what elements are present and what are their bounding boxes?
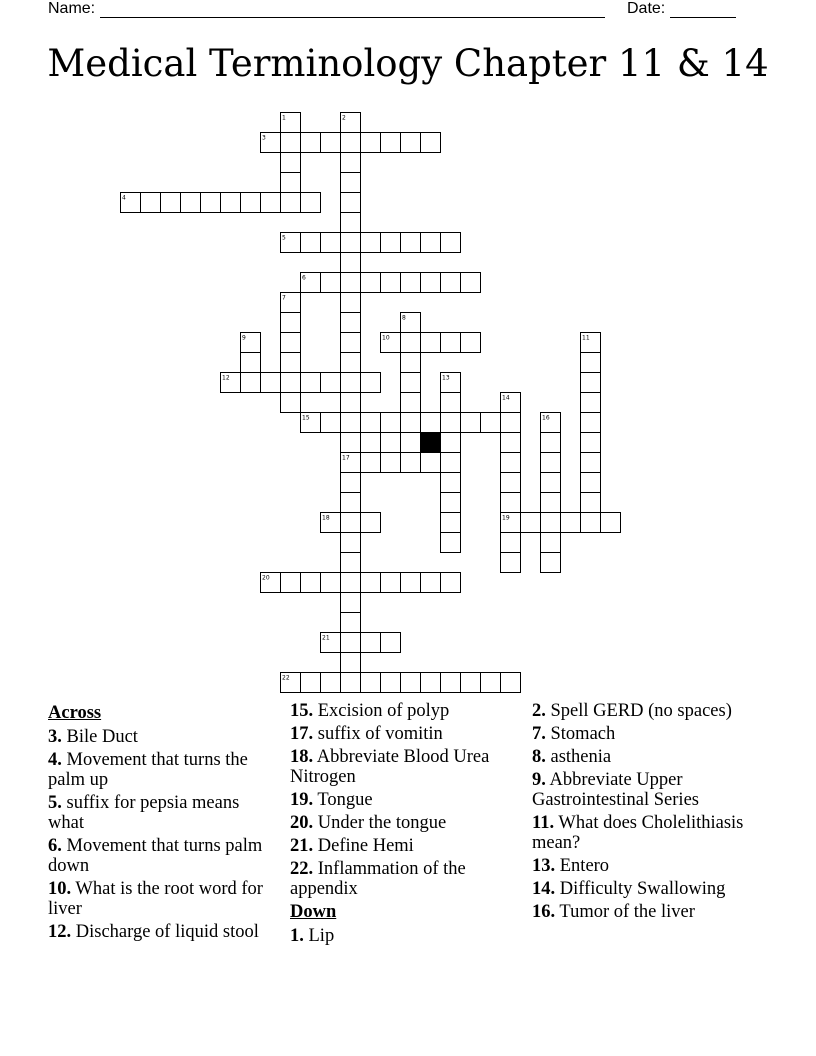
clue-number: 7. bbox=[532, 724, 546, 744]
crossword-cell[interactable] bbox=[421, 233, 441, 253]
clue-item bbox=[290, 813, 520, 833]
clue-number: 15. bbox=[290, 701, 314, 721]
crossword-cell[interactable] bbox=[321, 273, 341, 293]
crossword-cell[interactable] bbox=[301, 413, 321, 433]
crossword-cell[interactable] bbox=[421, 573, 441, 593]
clue-text: Tumor of the liver bbox=[555, 902, 695, 922]
crossword-cell[interactable] bbox=[341, 473, 361, 493]
crossword-cell[interactable] bbox=[341, 453, 361, 473]
crossword-cell[interactable] bbox=[361, 513, 381, 533]
crossword-cell[interactable] bbox=[581, 413, 601, 433]
clue-number-20: 20 bbox=[262, 574, 270, 582]
clue-number-9: 9 bbox=[242, 334, 246, 342]
clue-number: 12. bbox=[48, 922, 72, 942]
crossword-cell[interactable] bbox=[581, 433, 601, 453]
crossword-cell[interactable] bbox=[341, 573, 361, 593]
clue-item bbox=[290, 859, 520, 899]
crossword-cell[interactable] bbox=[361, 413, 381, 433]
crossword-cell[interactable] bbox=[441, 513, 461, 533]
crossword-cell[interactable] bbox=[341, 213, 361, 233]
down-clue-list bbox=[290, 926, 520, 946]
clue-number: 5. bbox=[48, 793, 62, 813]
crossword-cell[interactable] bbox=[341, 633, 361, 653]
crossword-cell[interactable] bbox=[261, 193, 281, 213]
crossword-cell[interactable] bbox=[361, 673, 381, 693]
crossword-cell[interactable] bbox=[381, 453, 401, 473]
crossword-cell[interactable] bbox=[501, 553, 521, 573]
crossword-cell[interactable] bbox=[401, 433, 421, 453]
crossword-cell[interactable] bbox=[401, 333, 421, 353]
crossword-cell[interactable] bbox=[321, 513, 341, 533]
crossword-cell[interactable] bbox=[401, 233, 421, 253]
crossword-cell[interactable] bbox=[341, 613, 361, 633]
crossword-cell[interactable] bbox=[301, 273, 321, 293]
crossword-cell[interactable] bbox=[581, 333, 601, 353]
crossword-cell[interactable] bbox=[321, 373, 341, 393]
crossword-cell[interactable] bbox=[541, 473, 561, 493]
crossword-cell[interactable] bbox=[161, 193, 181, 213]
clue-text: Difficulty Swallowing bbox=[555, 879, 726, 899]
crossword-cell[interactable] bbox=[341, 433, 361, 453]
clue-number: 2. bbox=[532, 701, 546, 721]
clue-number: 16. bbox=[532, 902, 556, 922]
crossword-cell[interactable] bbox=[541, 533, 561, 553]
clue-number: 13. bbox=[532, 856, 556, 876]
crossword-cell[interactable] bbox=[261, 573, 281, 593]
crossword-cell[interactable] bbox=[501, 473, 521, 493]
clue-number: 20. bbox=[290, 813, 314, 833]
crossword-cell[interactable] bbox=[361, 453, 381, 473]
clue-number: 21. bbox=[290, 836, 314, 856]
crossword-cell[interactable] bbox=[401, 393, 421, 413]
clue-text: Entero bbox=[555, 856, 610, 876]
clue-text: Lip bbox=[303, 926, 335, 946]
clue-item bbox=[532, 724, 772, 744]
clue-text: What is the root word for liver bbox=[48, 879, 263, 919]
clue-number-3: 3 bbox=[262, 134, 266, 142]
crossword-cell[interactable] bbox=[301, 573, 321, 593]
crossword-cell[interactable] bbox=[441, 413, 461, 433]
crossword-cell[interactable] bbox=[441, 473, 461, 493]
crossword-cell[interactable] bbox=[141, 193, 161, 213]
clue-text: suffix for pepsia means what bbox=[48, 793, 240, 833]
crossword-cell[interactable] bbox=[261, 133, 281, 153]
crossword-cell[interactable] bbox=[501, 493, 521, 513]
crossword-cell[interactable] bbox=[441, 453, 461, 473]
clue-number: 8. bbox=[532, 747, 546, 767]
crossword-cell[interactable] bbox=[281, 313, 301, 333]
name-line[interactable] bbox=[100, 2, 605, 18]
crossword-cell[interactable] bbox=[301, 373, 321, 393]
crossword-cell[interactable] bbox=[221, 373, 241, 393]
crossword-cell[interactable] bbox=[341, 553, 361, 573]
crossword-cell[interactable] bbox=[381, 133, 401, 153]
clue-item bbox=[48, 836, 278, 876]
crossword-cell[interactable] bbox=[341, 513, 361, 533]
crossword-cell[interactable] bbox=[341, 333, 361, 353]
crossword-cell[interactable] bbox=[321, 673, 341, 693]
clue-text: Discharge of liquid stool bbox=[71, 922, 259, 942]
clue-number-11: 11 bbox=[582, 334, 590, 342]
crossword-cell[interactable] bbox=[361, 573, 381, 593]
crossword-cell[interactable] bbox=[361, 433, 381, 453]
crossword-cell[interactable] bbox=[421, 273, 441, 293]
crossword-cell[interactable] bbox=[421, 453, 441, 473]
crossword-cell[interactable] bbox=[341, 313, 361, 333]
crossword-cell[interactable] bbox=[321, 233, 341, 253]
crossword-cell[interactable] bbox=[421, 673, 441, 693]
crossword-cell[interactable] bbox=[501, 533, 521, 553]
clue-number-1: 1 bbox=[282, 114, 286, 122]
crossword-cell[interactable] bbox=[561, 513, 581, 533]
clue-number-16: 16 bbox=[542, 414, 550, 422]
crossword-cell[interactable] bbox=[341, 353, 361, 373]
crossword-cell[interactable] bbox=[241, 333, 261, 353]
crossword-cell[interactable] bbox=[581, 373, 601, 393]
crossword-cell[interactable] bbox=[441, 433, 461, 453]
clue-item bbox=[290, 790, 520, 810]
crossword-cell[interactable] bbox=[321, 413, 341, 433]
crossword-cell[interactable] bbox=[541, 493, 561, 513]
clue-number-14: 14 bbox=[502, 394, 510, 402]
name-field[interactable] bbox=[48, 0, 605, 18]
crossword-cell[interactable] bbox=[341, 113, 361, 133]
clue-item bbox=[532, 879, 772, 899]
crossword-cell[interactable] bbox=[361, 633, 381, 653]
crossword-cell[interactable] bbox=[281, 293, 301, 313]
crossword-cell[interactable] bbox=[341, 173, 361, 193]
crossword-cell[interactable] bbox=[321, 573, 341, 593]
crossword-cell[interactable] bbox=[281, 393, 301, 413]
clue-number: 18. bbox=[290, 747, 314, 767]
clue-item bbox=[532, 747, 772, 767]
clue-item bbox=[48, 793, 278, 833]
clue-number: 10. bbox=[48, 879, 72, 899]
clue-item bbox=[532, 813, 772, 853]
clue-text: Define Hemi bbox=[313, 836, 414, 856]
clue-number-19: 19 bbox=[502, 514, 510, 522]
clue-item bbox=[290, 701, 520, 721]
date-field[interactable] bbox=[627, 0, 736, 18]
crossword-cell[interactable] bbox=[441, 393, 461, 413]
crossword-cell[interactable] bbox=[241, 373, 261, 393]
crossword-cell[interactable] bbox=[501, 513, 521, 533]
crossword-cell[interactable] bbox=[281, 333, 301, 353]
crossword-cell[interactable] bbox=[281, 113, 301, 133]
crossword-cell[interactable] bbox=[581, 453, 601, 473]
clue-text: suffix of vomitin bbox=[313, 724, 443, 744]
crossword-cell[interactable] bbox=[581, 513, 601, 533]
across-clue-list bbox=[48, 727, 278, 942]
clue-text: Under the tongue bbox=[313, 813, 447, 833]
clue-item bbox=[532, 856, 772, 876]
crossword-cell[interactable] bbox=[381, 673, 401, 693]
crossword-cell[interactable] bbox=[441, 373, 461, 393]
down-clue-list-continued bbox=[532, 701, 772, 922]
crossword-cell[interactable] bbox=[481, 413, 501, 433]
crossword-cell[interactable] bbox=[221, 193, 241, 213]
crossword-cell[interactable] bbox=[281, 353, 301, 373]
crossword-cell[interactable] bbox=[441, 573, 461, 593]
clue-item bbox=[290, 747, 520, 787]
crossword-cell[interactable] bbox=[381, 573, 401, 593]
clue-item bbox=[290, 926, 520, 946]
crossword-cell[interactable] bbox=[341, 233, 361, 253]
crossword-cell[interactable] bbox=[441, 233, 461, 253]
clue-item bbox=[48, 922, 278, 942]
crossword-cell[interactable] bbox=[341, 593, 361, 613]
clue-number-10: 10 bbox=[382, 334, 390, 342]
crossword-cell[interactable] bbox=[361, 373, 381, 393]
clue-text: Inflammation of the appendix bbox=[290, 859, 466, 899]
clues-column-2 bbox=[290, 701, 520, 949]
clue-text: Stomach bbox=[545, 724, 616, 744]
clue-number: 4. bbox=[48, 750, 62, 770]
clue-number-21: 21 bbox=[322, 634, 330, 642]
clues-column-3 bbox=[532, 701, 772, 925]
clue-number-15: 15 bbox=[302, 414, 310, 422]
crossword-cell[interactable] bbox=[241, 193, 261, 213]
clue-number: 14. bbox=[532, 879, 556, 899]
crossword-cell[interactable] bbox=[301, 193, 321, 213]
clue-text: Movement that turns palm down bbox=[48, 836, 263, 876]
crossword-cell[interactable] bbox=[281, 573, 301, 593]
clue-item bbox=[532, 770, 772, 810]
crossword-cell[interactable] bbox=[461, 333, 481, 353]
crossword-cell[interactable] bbox=[381, 233, 401, 253]
crossword-cell[interactable] bbox=[461, 673, 481, 693]
clue-number-8: 8 bbox=[402, 314, 406, 322]
crossword-cell[interactable] bbox=[281, 673, 301, 693]
clue-text: Tongue bbox=[313, 790, 373, 810]
crossword-cell[interactable] bbox=[341, 393, 361, 413]
crossword-cell[interactable] bbox=[381, 633, 401, 653]
crossword-cell[interactable] bbox=[401, 673, 421, 693]
crossword-black-cell bbox=[421, 433, 441, 453]
crossword-cell[interactable] bbox=[301, 673, 321, 693]
clue-item bbox=[532, 902, 772, 922]
clue-text: Spell GERD (no spaces) bbox=[545, 701, 732, 721]
clue-text: asthenia bbox=[545, 747, 612, 767]
crossword-cell[interactable] bbox=[441, 673, 461, 693]
clue-number: 1. bbox=[290, 926, 304, 946]
crossword-cell[interactable] bbox=[401, 353, 421, 373]
crossword-cell[interactable] bbox=[341, 493, 361, 513]
crossword-cell[interactable] bbox=[381, 433, 401, 453]
crossword-cell[interactable] bbox=[541, 513, 561, 533]
clue-item bbox=[48, 879, 278, 919]
clues-column-1 bbox=[48, 701, 278, 945]
clue-number-4: 4 bbox=[122, 194, 126, 202]
crossword-cell[interactable] bbox=[361, 273, 381, 293]
crossword-cell[interactable] bbox=[361, 133, 381, 153]
crossword-cell[interactable] bbox=[521, 513, 541, 533]
crossword-cell[interactable] bbox=[401, 313, 421, 333]
crossword-cell[interactable] bbox=[281, 373, 301, 393]
crossword-cell[interactable] bbox=[341, 373, 361, 393]
crossword-cell[interactable] bbox=[241, 353, 261, 373]
crossword-cell[interactable] bbox=[301, 133, 321, 153]
clue-number-6: 6 bbox=[302, 274, 306, 282]
crossword-cell[interactable] bbox=[381, 333, 401, 353]
crossword-cell[interactable] bbox=[501, 673, 521, 693]
clue-item bbox=[48, 727, 278, 747]
crossword-cell[interactable] bbox=[401, 453, 421, 473]
crossword-cell[interactable] bbox=[501, 393, 521, 413]
crossword-cell[interactable] bbox=[441, 533, 461, 553]
across-clue-list-continued bbox=[290, 701, 520, 899]
crossword-cell[interactable] bbox=[361, 233, 381, 253]
clue-text: Abbreviate Upper Gastrointestinal Series bbox=[532, 770, 699, 810]
crossword-cell[interactable] bbox=[421, 413, 441, 433]
crossword-cell[interactable] bbox=[341, 273, 361, 293]
crossword-cell[interactable] bbox=[461, 413, 481, 433]
crossword-cell[interactable] bbox=[341, 153, 361, 173]
crossword-cell[interactable] bbox=[401, 413, 421, 433]
clue-number: 22. bbox=[290, 859, 314, 879]
crossword-cell[interactable] bbox=[501, 453, 521, 473]
clue-number-5: 5 bbox=[282, 234, 286, 242]
crossword-cell[interactable] bbox=[441, 493, 461, 513]
crossword-cell[interactable] bbox=[581, 473, 601, 493]
crossword-cell[interactable] bbox=[401, 133, 421, 153]
crossword-cell[interactable] bbox=[341, 413, 361, 433]
crossword-cell[interactable] bbox=[201, 193, 221, 213]
clue-number: 17. bbox=[290, 724, 314, 744]
clue-number: 6. bbox=[48, 836, 62, 856]
crossword-cell[interactable] bbox=[281, 233, 301, 253]
crossword-cell[interactable] bbox=[381, 413, 401, 433]
page-title: Medical Terminology Chapter 11 & 14 bbox=[47, 42, 769, 85]
clue-number-22: 22 bbox=[282, 674, 290, 682]
crossword-cell[interactable] bbox=[321, 133, 341, 153]
clue-item bbox=[290, 724, 520, 744]
crossword-cell[interactable] bbox=[401, 273, 421, 293]
clue-text: Abbreviate Blood Urea Nitrogen bbox=[290, 747, 490, 787]
across-heading: Across bbox=[48, 703, 102, 723]
clue-number: 3. bbox=[48, 727, 62, 747]
crossword-cell[interactable] bbox=[281, 133, 301, 153]
name-label: Name: bbox=[48, 0, 96, 17]
crossword-cell[interactable] bbox=[601, 513, 621, 533]
crossword-cell[interactable] bbox=[541, 453, 561, 473]
crossword-cell[interactable] bbox=[321, 633, 341, 653]
crossword-cell[interactable] bbox=[401, 373, 421, 393]
clue-number-2: 2 bbox=[342, 114, 346, 122]
crossword-cell[interactable] bbox=[181, 193, 201, 213]
crossword-cell[interactable] bbox=[341, 673, 361, 693]
clue-number-7: 7 bbox=[282, 294, 286, 302]
crossword-cell[interactable] bbox=[481, 673, 501, 693]
clue-item bbox=[532, 701, 772, 721]
crossword-cell[interactable] bbox=[501, 413, 521, 433]
crossword-cell[interactable] bbox=[281, 193, 301, 213]
crossword-cell[interactable] bbox=[121, 193, 141, 213]
crossword-cell[interactable] bbox=[541, 413, 561, 433]
clue-number: 11. bbox=[532, 813, 555, 833]
crossword-cell[interactable] bbox=[501, 433, 521, 453]
crossword-cell[interactable] bbox=[421, 333, 441, 353]
crossword-cell[interactable] bbox=[581, 353, 601, 373]
clue-number-12: 12 bbox=[222, 374, 230, 382]
date-label: Date: bbox=[627, 0, 666, 17]
crossword-cell[interactable] bbox=[341, 293, 361, 313]
crossword-cell[interactable] bbox=[261, 373, 281, 393]
crossword-cell[interactable] bbox=[341, 133, 361, 153]
clue-text: Excision of polyp bbox=[313, 701, 450, 721]
crossword-cell[interactable] bbox=[581, 493, 601, 513]
crossword-cell[interactable] bbox=[341, 193, 361, 213]
crossword-cell[interactable] bbox=[341, 653, 361, 673]
crossword-cell[interactable] bbox=[541, 433, 561, 453]
crossword-cell[interactable] bbox=[541, 553, 561, 573]
clue-text: Movement that turns the palm up bbox=[48, 750, 248, 790]
crossword-cell[interactable] bbox=[281, 153, 301, 173]
clue-item bbox=[290, 836, 520, 856]
crossword-cell[interactable] bbox=[381, 273, 401, 293]
crossword-cell[interactable] bbox=[401, 573, 421, 593]
clue-number: 19. bbox=[290, 790, 314, 810]
clue-text: Bile Duct bbox=[61, 727, 138, 747]
clue-number-17: 17 bbox=[342, 454, 350, 462]
crossword-cell[interactable] bbox=[581, 393, 601, 413]
crossword-cell[interactable] bbox=[441, 273, 461, 293]
crossword-cell[interactable] bbox=[421, 133, 441, 153]
crossword-cell[interactable] bbox=[341, 533, 361, 553]
date-line[interactable] bbox=[670, 2, 736, 18]
crossword-cell[interactable] bbox=[301, 233, 321, 253]
clue-text: What does Cholelithiasis mean? bbox=[532, 813, 744, 853]
crossword-cell[interactable] bbox=[461, 273, 481, 293]
clue-number: 9. bbox=[532, 770, 546, 790]
down-heading: Down bbox=[290, 902, 337, 922]
clue-number-13: 13 bbox=[442, 374, 450, 382]
clue-number-18: 18 bbox=[322, 514, 330, 522]
crossword-cell[interactable] bbox=[341, 253, 361, 273]
crossword-cell[interactable] bbox=[441, 333, 461, 353]
clue-item bbox=[48, 750, 278, 790]
crossword-cell[interactable] bbox=[281, 173, 301, 193]
